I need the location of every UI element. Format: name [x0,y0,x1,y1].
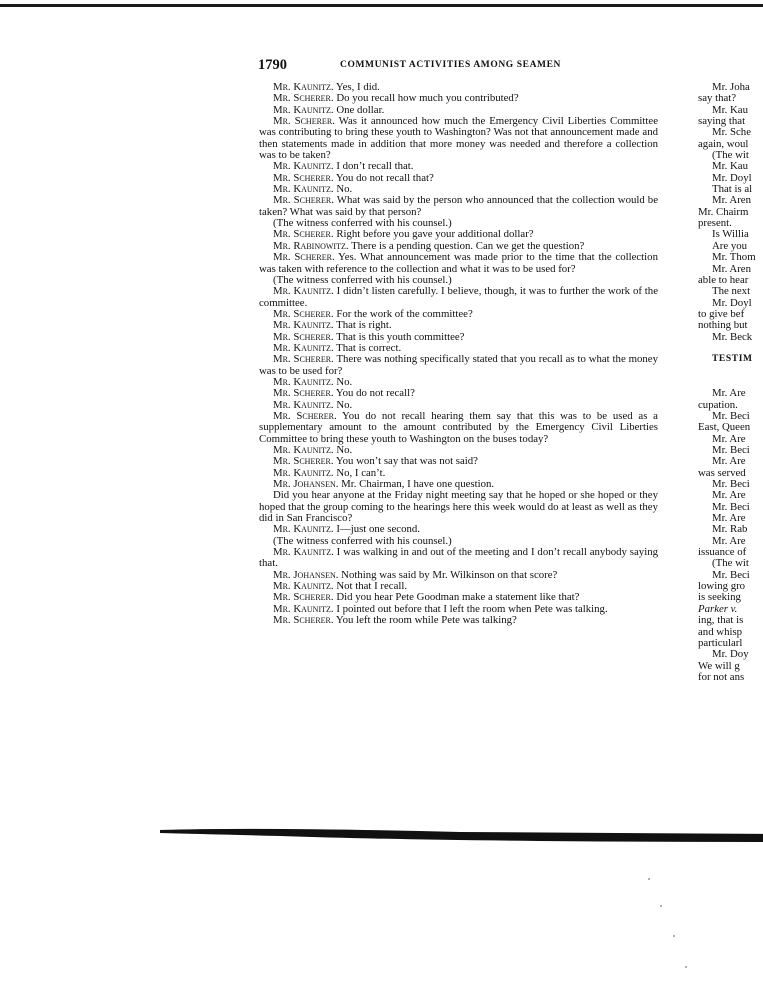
testimony-paragraph [259,411,658,445]
speech-text: I—just one second. [336,523,420,536]
fragment-line: (The wit [712,557,749,570]
fragment-line: Mr. Are [712,512,746,525]
speaker-name: Mr. Kaunitz. [273,285,334,298]
testimony-paragraph [259,116,658,161]
speaker-name: Mr. Johansen. [273,478,339,491]
speaker-name: Mr. Kaunitz. [273,444,334,456]
speech-text: There is a pending question. Can we get the question? [351,239,585,252]
fragment-line: Mr. Are [712,432,746,445]
speaker-name: Mr. Kaunitz. [273,580,334,593]
fragment-line: able to hear [698,273,749,286]
fragment-line: Mr. Thom [712,251,756,264]
fragment-line: Mr. Beci [712,500,750,513]
fragment-line: cupation. [698,398,738,411]
speaker-name: Mr. Kaunitz. [273,183,334,196]
fragment-line: Mr. Kau [712,103,748,116]
speech-text: Mr. Chairman, I have one question. [341,478,495,491]
fragment-line: Mr. Beci [712,444,750,456]
fragment-line: was served [698,466,746,479]
fragment-line: (The wit [712,149,749,162]
speaker-name: Mr. Kaunitz. [273,341,334,354]
speaker-name: Mr. Scherer. [273,251,335,264]
fragment-line: particularl [698,636,743,649]
running-title: COMMUNIST ACTIVITIES AMONG SEAMEN [340,60,562,70]
fragment-line: Mr. Beck [712,330,753,343]
speaker-name: Mr. Kaunitz. [273,375,334,388]
speech-text: I pointed out before that I left the room when Pete was talking. [336,602,608,615]
fragment-line: Parker v. [698,602,738,615]
speaker-name: Mr. Scherer. [273,92,334,105]
speech-text: (The witness conferred with his counsel.) [273,534,452,547]
speech-text: I don’t recall that. [336,160,414,173]
testimony-paragraph [259,354,658,377]
speaker-name: Mr. Scherer. [273,614,334,627]
speech-text: Did you hear anyone at the Friday night meeting say that he hoped or she hoped or they hoped that the group coming to the hearings here this week would do at least as well as they did in San Francisco? [259,489,658,525]
speech-text: No, I can’t. [336,466,386,479]
speech-text: I didn’t listen carefully. I believe, though, it was to further the work of the committee. [259,285,658,309]
fragment-line: present. [698,217,732,230]
fragment-line: Mr. Are [712,455,746,468]
fragment-line: Mr. Kau [712,160,748,173]
fragment-line: Mr. Sche [712,126,751,139]
testimony-paragraph [259,547,658,570]
speech-text: No. [336,444,353,456]
page-number: 1790 [258,57,287,73]
speech-text: You won’t say that was not said? [335,455,478,468]
speech-text: Yes. What announcement was made prior to the time that the collection was taken with reference to the collection and what it was to be used for? [259,251,658,275]
speech-text: Was it announced how much the Emergency Civil Liberties Committee was contributing to bring these youth to Washington? Was not that announcement made and then statements made in addition that more money was needed and therefore a collection was to be taken? [259,115,658,162]
speaker-name: Mr. Kaunitz. [273,103,334,116]
scan-speck [685,966,687,968]
fragment-line: to give bef [698,307,745,320]
fragment-line: is seeking [698,591,741,604]
fragment-line: for not ans [698,670,745,683]
fragment-line [698,343,763,354]
speaker-name: Mr. Kaunitz. [273,546,334,559]
speech-text: There was nothing specifically stated that you recall as to what the money was to be used for? [259,353,658,377]
testimony-paragraph [259,286,658,309]
fragment-line: ing, that is [698,614,744,627]
fragment-line: Mr. Doyl [712,171,752,184]
speech-text: You do not recall? [335,387,415,400]
speech-text: (The witness conferred with his counsel.) [273,273,452,286]
fragment-line: nothing but [698,319,748,332]
scan-top-edge [0,4,763,7]
speaker-name: Mr. Scherer. [273,591,334,604]
speech-text: You left the room while Pete was talking? [335,614,517,627]
speaker-name: Mr. Kaunitz. [273,398,334,411]
fragment-line: Mr. Aren [712,262,751,275]
speaker-name: Mr. Scherer. [273,115,335,128]
fragment-line: Mr. Doyl [712,296,752,309]
testimony-paragraph [259,195,658,218]
speaker-name: Mr. Scherer. [273,307,334,320]
speech-text: No. [336,375,353,388]
fragment-line: and whisp [698,625,743,638]
speaker-name: Mr. Scherer. [273,455,334,468]
testimony-paragraph [259,615,658,626]
fragment-line: Mr. Doy [712,648,749,661]
speaker-name: Mr. Johansen. [273,568,339,581]
fragment-line: Is Willia [712,228,749,241]
fragment-line: Mr. Beci [712,478,750,491]
speech-text: What was said by the person who announced that the collection would be taken? What was said by that person? [259,194,658,218]
testimony-paragraph [259,490,658,524]
fragment-line: Mr. Are [712,534,746,547]
scan-speck [648,878,650,880]
speaker-name: Mr. Kaunitz. [273,523,334,536]
speaker-name: Mr. Scherer. [273,330,334,343]
adjacent-page-fragments [698,82,763,683]
main-text-column [259,82,658,627]
fragment-line: Mr. Rab [712,523,748,536]
speech-text: Do you recall how much you contributed? [336,92,519,105]
speech-text: Right before you gave your additional dollar? [336,228,534,241]
speech-text: Nothing was said by Mr. Wilkinson on that score? [341,568,558,581]
fragment-line: Mr. Aren [712,194,751,207]
speech-text: (The witness conferred with his counsel.) [273,217,452,230]
fragment-line: Mr. Beci [712,568,750,581]
scan-binding-shadow [160,824,763,844]
fragment-line: Are you [712,239,748,252]
fragment-line: issuance of [698,546,747,559]
speech-text: No. [336,398,353,411]
scan-speck [673,935,675,937]
speaker-name: Mr. Kaunitz. [273,466,334,479]
speech-text: That is correct. [336,341,402,354]
speech-text: No. [336,183,353,196]
speech-text: That is this youth committee? [336,330,465,343]
fragment-line: The next [712,285,751,298]
speaker-name: Mr. Kaunitz. [273,81,334,93]
speaker-name: Mr. Scherer. [273,228,334,241]
speaker-name: Mr. Scherer. [273,171,334,184]
speech-text: Not that I recall. [336,580,408,593]
scan-speck [660,905,662,907]
speaker-name: Mr. Scherer. [273,194,334,207]
speech-text: Yes, I did. [335,81,380,93]
speech-text: One dollar. [336,103,385,116]
speaker-name: Mr. Scherer. [273,409,337,422]
fragment-line: Mr. Are [712,387,746,400]
fragment-line: TESTIM [712,354,753,365]
fragment-line [698,366,763,377]
speaker-name: Mr. Kaunitz. [273,602,334,615]
fragment-line: Mr. Joha [712,82,750,93]
fragment-line: lowing gro [698,580,746,593]
speaker-name: Mr. Scherer. [273,353,334,366]
speech-text: That is right. [336,319,392,332]
fragment-line: Mr. Are [712,489,746,502]
speech-text: Did you hear Pete Goodman make a statement like that? [336,591,580,604]
fragment-line: We will g [698,659,740,672]
page-header [258,57,678,73]
speaker-name: Mr. Kaunitz. [273,319,334,332]
fragment-line: Mr. Chairm [698,205,749,218]
fragment-line: That is al [712,183,753,196]
speech-text: You do not recall hearing them say that this was to be used as a supplementary amount to the amount contributed by the Emergency Civil Liberties Committee to bring these youth to Washington on the buses today? [259,409,658,445]
fragment-line: saying that [698,115,746,128]
speaker-name: Mr. Rabinowitz. [273,239,349,252]
speech-text: You do not recall that? [335,171,434,184]
speaker-name: Mr. Kaunitz. [273,160,334,173]
speaker-name: Mr. Scherer. [273,387,334,400]
speech-text: For the work of the committee? [336,307,473,320]
fragment-line: East, Queen [698,421,751,434]
fragment-line: say that? [698,92,737,105]
testimony-paragraph [259,252,658,275]
speech-text: I was walking in and out of the meeting and I don’t recall anybody saying that. [259,546,658,570]
fragment-line: again, woul [698,137,749,150]
fragment-line: Mr. Beci [712,409,750,422]
